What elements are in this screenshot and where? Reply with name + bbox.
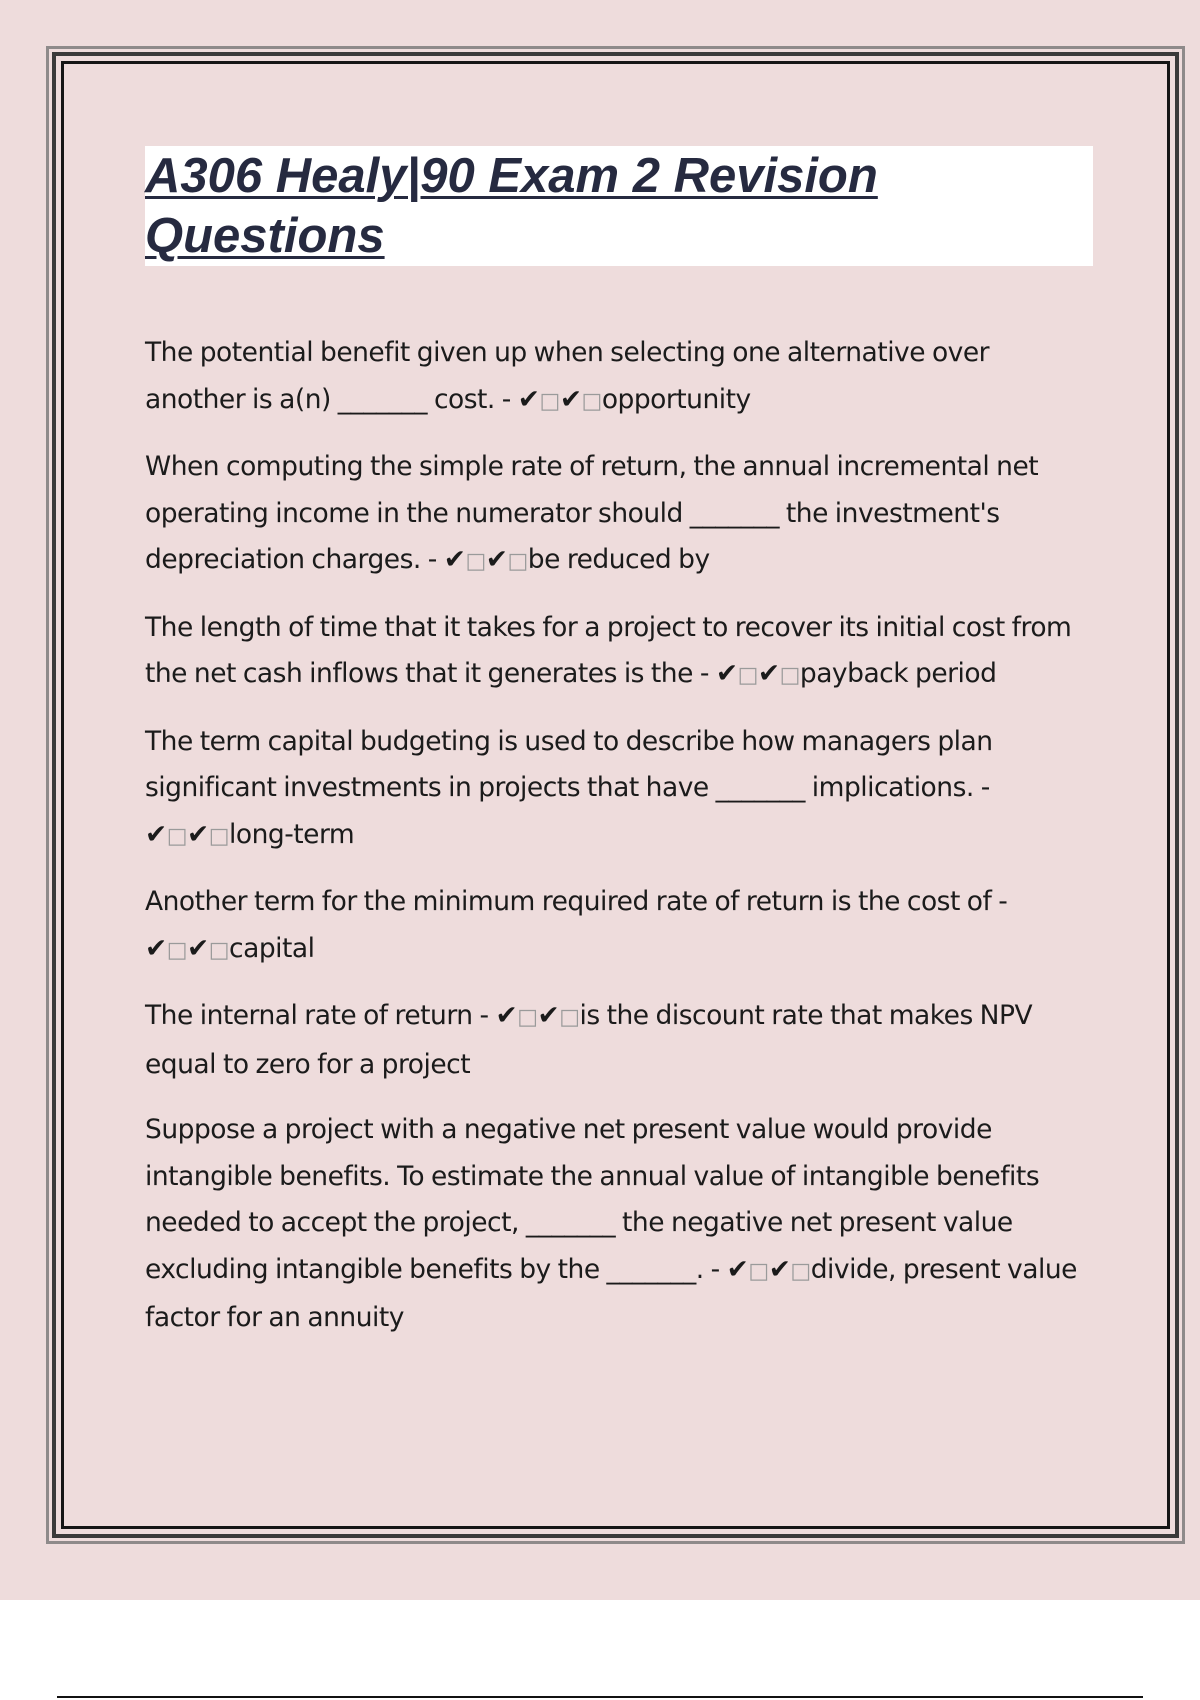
check-icon: ✔ xyxy=(187,932,209,964)
check-icon: ✔ xyxy=(715,658,738,689)
box-icon: □ xyxy=(507,549,528,574)
box-icon: □ xyxy=(517,1005,538,1030)
answer-text: capital xyxy=(229,932,315,964)
box-icon: □ xyxy=(539,388,560,414)
box-icon: □ xyxy=(208,937,230,963)
question-item xyxy=(145,444,1090,586)
question-text: Another term for the minimum required rate of return is the cost of - xyxy=(145,886,1008,917)
box-icon: □ xyxy=(737,663,758,688)
check-icon: ✔ xyxy=(757,658,780,689)
answer-text: payback period xyxy=(799,658,997,689)
document-title: A306 Healy|90 Exam 2 Revision Questions xyxy=(145,149,878,263)
box-icon: □ xyxy=(779,663,800,688)
box-icon: □ xyxy=(790,1258,811,1284)
check-icon: ✔ xyxy=(537,1000,560,1031)
question-item xyxy=(145,1107,1090,1342)
question-item xyxy=(145,330,1090,425)
title-box xyxy=(145,146,1093,266)
check-icon: ✔ xyxy=(485,544,508,575)
box-icon: □ xyxy=(581,388,602,414)
box-icon: □ xyxy=(166,823,188,849)
question-text: When computing the simple rate of return, the annual incremental net operating income in the numerator should _______ the investment's depreciation charges. - xyxy=(145,451,1039,575)
check-icon: ✔ xyxy=(145,932,167,964)
check-icon: ✔ xyxy=(517,383,540,415)
question-item xyxy=(145,605,1090,700)
question-item xyxy=(145,879,1090,974)
footer-divider xyxy=(57,1696,1143,1698)
question-list xyxy=(145,330,1090,1361)
question-item xyxy=(145,719,1090,861)
box-icon: □ xyxy=(465,549,486,574)
check-icon: ✔ xyxy=(145,818,167,850)
question-text: The term capital budgeting is used to describe how managers plan significant investments in projects that have _______ implications. - xyxy=(145,725,993,803)
answer-text: is the discount rate that makes NPV equal to zero for a project xyxy=(145,1000,1033,1080)
check-icon: ✔ xyxy=(443,544,466,575)
question-text: Suppose a project with a negative net present value would provide intangible benefits. To estimate the annual value of intangible benefits needed to accept the project, _______ the negative net present value excluding intangible benefits by the _______. - xyxy=(145,1114,1040,1285)
question-item xyxy=(145,993,1090,1088)
question-text: The potential benefit given up when selecting one alternative over another is a(n) _______ cost. - xyxy=(145,337,990,415)
box-icon: □ xyxy=(748,1258,769,1284)
answer-text: divide, present value factor for an annuity xyxy=(145,1253,1077,1333)
answer-text: long-term xyxy=(229,818,355,850)
answer-text: be reduced by xyxy=(527,544,710,575)
question-text: The internal rate of return - xyxy=(145,1000,489,1031)
box-icon: □ xyxy=(208,823,230,849)
check-icon: ✔ xyxy=(768,1253,791,1285)
box-icon: □ xyxy=(166,937,188,963)
check-icon: ✔ xyxy=(726,1253,749,1285)
check-icon: ✔ xyxy=(495,1000,518,1031)
box-icon: □ xyxy=(559,1005,580,1030)
check-icon: ✔ xyxy=(559,383,582,415)
check-icon: ✔ xyxy=(187,818,209,850)
question-text: The length of time that it takes for a project to recover its initial cost from the net cash inflows that it generates is the - xyxy=(145,611,1072,689)
answer-text: opportunity xyxy=(601,383,751,415)
